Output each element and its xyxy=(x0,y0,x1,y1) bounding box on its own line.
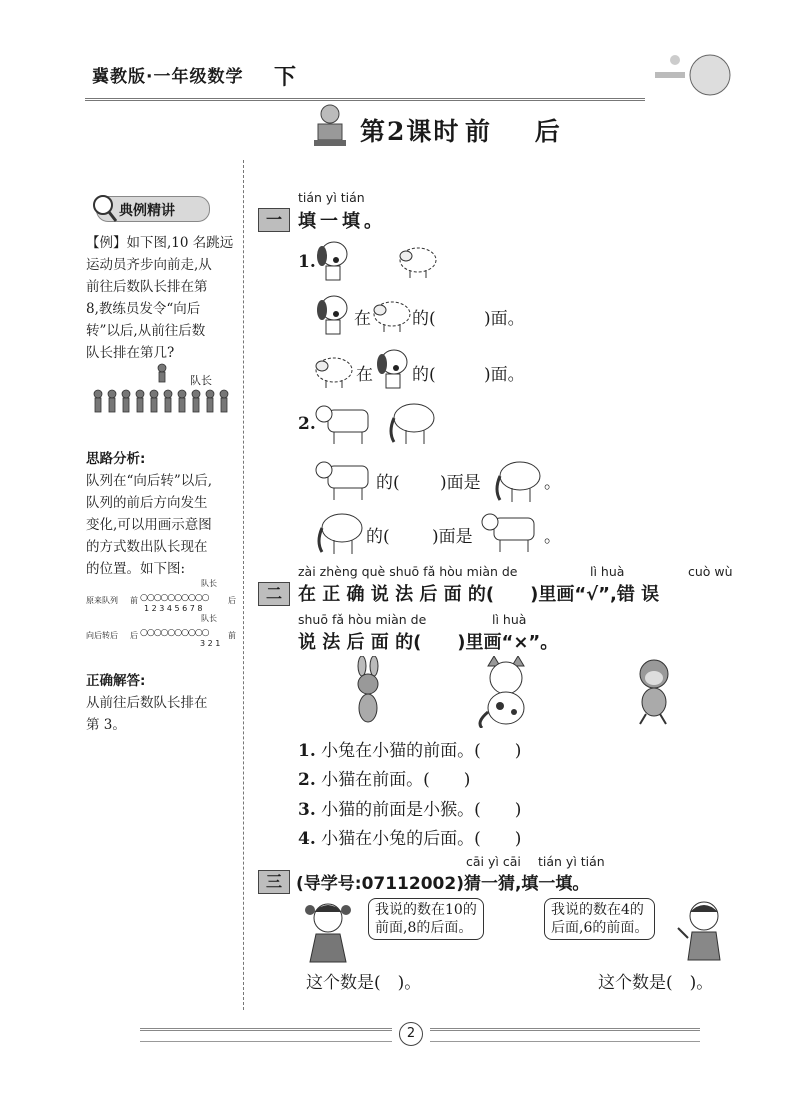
sec2-item[interactable] xyxy=(298,736,521,761)
analysis-line: 的位置。如下图: xyxy=(86,561,186,577)
sheep-icon xyxy=(396,240,440,280)
cow-icon xyxy=(314,400,376,446)
header-rule xyxy=(85,84,645,101)
q1b-end: )面。 xyxy=(484,365,525,385)
column-divider xyxy=(243,160,244,1010)
sec2-item-text: 小猫在小兔的后面。( ) xyxy=(321,829,522,849)
sec2-item-text: 小兔在小猫的前面。( ) xyxy=(321,741,522,761)
sec2-item-text: 小猫在前面。( ) xyxy=(321,770,471,790)
sec2-item[interactable] xyxy=(298,795,521,820)
q1b-blank[interactable]: 的( xyxy=(412,365,436,385)
rabbit-icon xyxy=(346,656,390,726)
monkey-icon xyxy=(628,656,678,726)
analysis-line: 的方式数出队长现在 xyxy=(86,539,208,555)
puppy-icon xyxy=(312,290,352,336)
analysis-line: 队列在“向后转”以后, xyxy=(86,473,213,489)
q1a-blank[interactable]: 的( xyxy=(412,309,436,329)
sec2-item-number: 2. xyxy=(298,770,316,790)
analysis-heading: 思路分析: xyxy=(86,451,146,467)
teacher-icon xyxy=(310,102,350,152)
diagram-back-1: 后 xyxy=(228,596,236,605)
diagram-captain-2: 队长 xyxy=(201,614,217,623)
diagram-numbers-1: 1 2 3 4 5 6 7 8 xyxy=(144,604,203,613)
diagram-circles-2: ○○○○○○○○○○ xyxy=(140,628,209,638)
sec2-pinyin1b: lì huà xyxy=(590,564,625,579)
q2b-end: )面是 xyxy=(432,527,473,547)
cat-icon xyxy=(476,656,538,728)
q1a-end: )面。 xyxy=(484,309,525,329)
answer-line: 从前往后数队长排在 xyxy=(86,695,208,711)
sec2-item[interactable] xyxy=(298,824,521,849)
elephant-icon xyxy=(490,456,544,504)
sec3-pinyin-a: cāi yì cāi xyxy=(466,854,521,869)
example-line: 队长排在第几? xyxy=(86,345,175,361)
sec2-pinyin1a: zài zhèng què shuō fǎ hòu miàn de xyxy=(298,564,518,579)
footer-rule-right xyxy=(430,1028,700,1042)
puppy-icon xyxy=(372,344,412,390)
girl-icon xyxy=(300,900,362,966)
magnifier-icon xyxy=(89,191,119,225)
example-banner-label: 典例精讲 xyxy=(119,203,175,219)
q2b-dot: 。 xyxy=(544,527,561,547)
sec2-pinyin1c: cuò wù xyxy=(688,564,733,579)
sec3-number: 三 xyxy=(258,870,290,894)
header-series: 冀教版·一年级数学 xyxy=(92,67,244,87)
diagram-captain-1: 队长 xyxy=(201,579,217,588)
q1b-zai: 在 xyxy=(356,365,373,385)
elephant-icon xyxy=(312,508,366,556)
sec2-pinyin2b: lì huà xyxy=(492,612,527,627)
diagram-circles-1: ○○○○○○○○○○ xyxy=(140,593,209,603)
sec3-pinyin-b: tián yì tián xyxy=(538,854,605,869)
sec2-line2: 说 法 后 面 的( )里画“×”。 xyxy=(298,632,559,653)
q2a-dot: 。 xyxy=(544,473,561,493)
sec2-line1: 在 正 确 说 法 后 面 的( )里画“√”,错 误 xyxy=(298,584,660,605)
sec1-pinyin: tián yì tián xyxy=(298,190,365,205)
cow-icon xyxy=(480,508,542,554)
captain-label: 队长 xyxy=(190,374,212,387)
elephant-icon xyxy=(384,398,438,446)
q2a-end: )面是 xyxy=(440,473,481,493)
example-line: 前往后数队长排在第 xyxy=(86,279,208,295)
q2a-blank[interactable]: 的( xyxy=(376,473,400,493)
analysis-line: 队列的前后方向发生 xyxy=(86,495,208,511)
bubble-line: 后面,6的前面。 xyxy=(551,920,649,936)
q2-number: 2. xyxy=(298,414,316,434)
example-banner xyxy=(96,196,210,222)
header-volume: 下 xyxy=(274,65,297,90)
bubble-line: 前面,8的后面。 xyxy=(375,920,473,936)
q1-number: 1. xyxy=(298,252,316,272)
sec1-number: 一 xyxy=(258,208,290,232)
example-line: 转”以后,从前往后数 xyxy=(86,323,206,339)
sheep-icon xyxy=(312,350,356,390)
example-text xyxy=(86,232,234,364)
athletes-row-illustration xyxy=(90,360,240,428)
sec2-item[interactable] xyxy=(298,765,470,790)
boy-speech-bubble xyxy=(544,898,655,940)
queue-diagram xyxy=(86,578,236,648)
diagram-label-original: 原来队列 xyxy=(86,596,118,605)
answer-heading: 正确解答: xyxy=(86,673,146,689)
cow-icon xyxy=(314,456,376,502)
example-line: 【例】如下图,10 名跳远 xyxy=(86,235,234,251)
bubble-line: 我说的数在10的 xyxy=(375,902,477,918)
diagram-front-1: 前 xyxy=(130,596,138,605)
girl-speech-bubble xyxy=(368,898,484,940)
lesson-title: 第2课时 xyxy=(360,117,461,146)
header-decoration-icon xyxy=(640,50,740,100)
puppy-icon xyxy=(312,236,352,282)
boy-icon xyxy=(674,898,732,964)
diagram-back-2: 后 xyxy=(130,631,138,640)
footer-rule-left xyxy=(140,1028,392,1042)
analysis-text xyxy=(86,470,234,580)
answer-line: 第 3。 xyxy=(86,717,126,733)
diagram-front-2: 前 xyxy=(228,631,236,640)
sec2-pinyin2a: shuō fǎ hòu miàn de xyxy=(298,612,427,627)
sec1-title: 填一填。 xyxy=(298,211,386,232)
sec2-item-number: 1. xyxy=(298,741,316,761)
sec2-item-number: 3. xyxy=(298,800,316,820)
diagram-numbers-2: 3 2 1 xyxy=(200,639,221,648)
sheep-icon xyxy=(370,294,414,334)
q1a-zai: 在 xyxy=(354,309,371,329)
example-line: 运动员齐步向前走,从 xyxy=(86,257,212,273)
sec2-number: 二 xyxy=(258,582,290,606)
answer-text xyxy=(86,692,234,736)
analysis-line: 变化,可以用画示意图 xyxy=(86,517,212,533)
q2b-blank[interactable]: 的( xyxy=(366,527,390,547)
lesson-topic: 前 后 xyxy=(465,117,578,146)
diagram-label-turned: 向后转后 xyxy=(86,631,118,640)
sec3-answer-2[interactable]: 这个数是( )。 xyxy=(598,973,714,993)
sec3-answer-1[interactable]: 这个数是( )。 xyxy=(306,973,422,993)
example-line: 8,教练员发令“向后 xyxy=(86,301,201,317)
bubble-line: 我说的数在4的 xyxy=(551,902,644,918)
sec3-line: (导学号:07112002)猜一猜,填一填。 xyxy=(296,874,590,894)
sec2-item-number: 4. xyxy=(298,829,316,849)
sec2-item-text: 小猫的前面是小猴。( ) xyxy=(321,800,522,820)
page-number: 2 xyxy=(399,1022,423,1046)
